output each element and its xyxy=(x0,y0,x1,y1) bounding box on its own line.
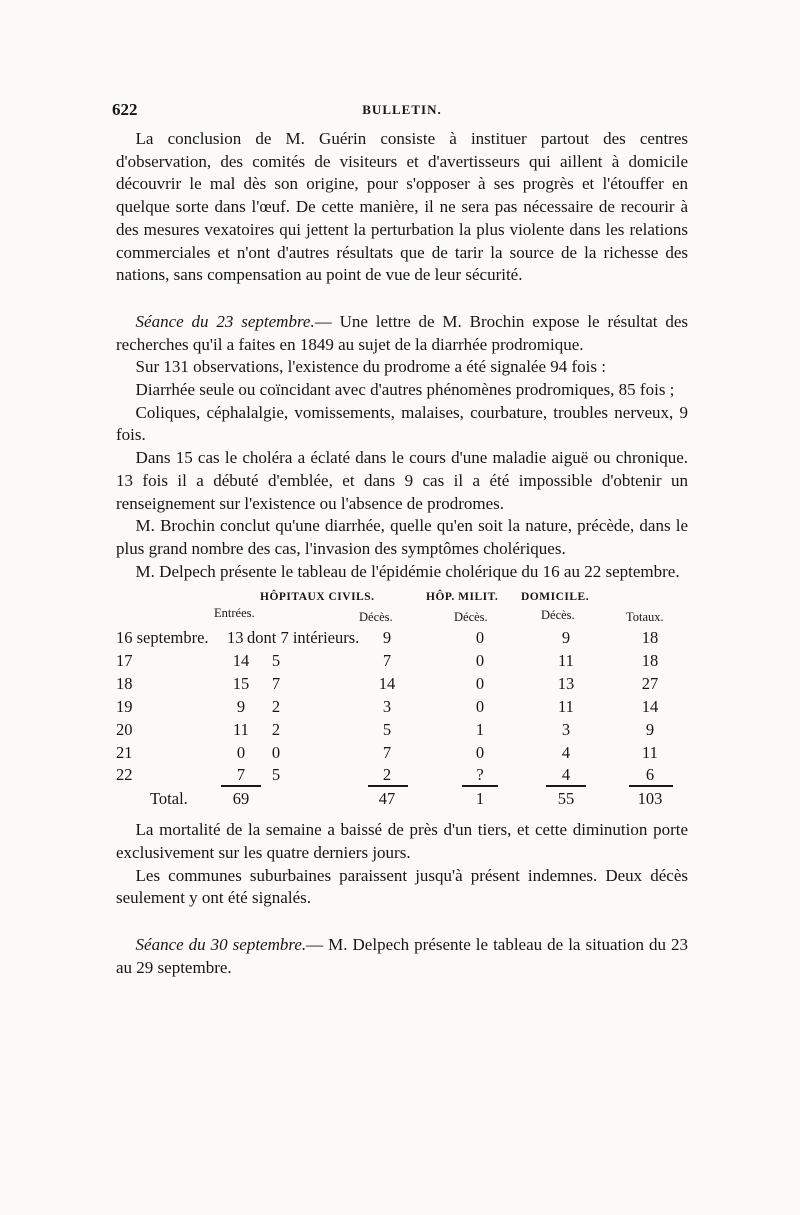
paragraph-communes: Les communes suburbaines paraissent jusqu'à présent indemnes. Deux décès seulement y ont été signalés. xyxy=(116,865,688,908)
row-deces-domicile: 11 xyxy=(558,697,574,717)
row-entrees: 11 xyxy=(233,720,249,740)
row-date: 18 xyxy=(116,674,133,694)
paragraph-seance-23 xyxy=(116,311,688,356)
row-entrees: 9 xyxy=(236,697,246,717)
row-note: 2 xyxy=(271,697,281,717)
seance-text: — Une lettre de M. Brochin expose le résultat des recherches qu'il a faites en 1849 au sujet de la diarrhée prodromique. xyxy=(116,311,688,354)
sum-rule xyxy=(221,785,261,787)
paragraph-delpech-table: M. Delpech présente le tableau de l'épidémie cholérique du 16 au 22 septembre. xyxy=(135,561,680,581)
row-date: 17 xyxy=(116,651,133,671)
total-total: 103 xyxy=(637,789,663,809)
sum-rule xyxy=(546,785,586,787)
sum-rule xyxy=(462,785,498,787)
paragraph-mortalite: La mortalité de la semaine a baissé de près d'un tiers, et cette diminution porte exclusivement sur les quatre derniers jours. xyxy=(116,820,688,863)
total-deces-civils: 47 xyxy=(378,789,396,809)
row-deces-civils: 3 xyxy=(382,697,392,717)
seance-heading: Séance du 23 septembre. xyxy=(135,311,315,331)
page-number: 622 xyxy=(112,100,138,119)
document-page xyxy=(112,100,689,980)
row-total: 9 xyxy=(645,720,655,740)
row-deces-milit: 1 xyxy=(475,720,485,740)
row-entrees: 15 xyxy=(232,674,250,694)
paragraph-conclusion: La conclusion de M. Guérin consiste à instituer partout des centres d'observation, des comités de visiteurs et d'avertisseurs qui aillent à domicile découvrir le mal dès son origine, pour s'opposer à ses progrès et l'étouffer en quelque sorte dans l'œuf. De cette manière, il ne sera pas nécessaire de recourir à des mesures vexatoires qui jettent la perturbation la plus violente dans les relations commerciales et n'ont d'autres résultats que de tarir la source de la richesse des nations, sans compensation au point de vue de leur sécurité. xyxy=(116,129,688,285)
table-col-totaux: Totaux. xyxy=(626,610,664,625)
row-total: 18 xyxy=(641,651,659,671)
total-entrees: 69 xyxy=(232,789,250,809)
table-row xyxy=(116,697,688,719)
row-note: 0 xyxy=(271,743,281,763)
paragraph-cholera-cases: Dans 15 cas le choléra a éclaté dans le cours d'une maladie aiguë ou chronique. 13 fois il a débuté d'emblée, et dans 9 cas il a été impossible d'obtenir un renseignement sur l'existence ou l'absence de prodromes. xyxy=(116,448,688,513)
table-row xyxy=(116,674,688,696)
table-group-civils: HÔPITAUX CIVILS. xyxy=(260,591,375,604)
paragraph-seance-30 xyxy=(116,934,688,979)
row-date: 22 xyxy=(116,765,133,785)
row-deces-milit: 0 xyxy=(475,651,485,671)
row-deces-milit: 0 xyxy=(475,743,485,763)
row-date: 21 xyxy=(116,743,133,763)
paragraph-observations: Sur 131 observations, l'existence du prodrome a été signalée 94 fois : xyxy=(135,357,606,377)
row-entrees: 13 xyxy=(227,628,244,648)
row-total: 27 xyxy=(641,674,659,694)
table-total-row xyxy=(116,789,688,811)
row-deces-domicile: 3 xyxy=(561,720,571,740)
total-deces-milit: 1 xyxy=(475,789,485,809)
row-deces-domicile: 4 xyxy=(561,765,571,785)
row-note: 2 xyxy=(271,720,281,740)
row-date: 20 xyxy=(116,720,133,740)
table-row xyxy=(116,628,688,650)
row-deces-civils: 7 xyxy=(382,743,392,763)
row-date: 16 septembre. xyxy=(116,628,209,648)
table-row xyxy=(116,720,688,742)
sum-rule xyxy=(629,785,673,787)
sum-rule xyxy=(368,785,408,787)
paragraph-coliques: Coliques, céphalalgie, vomissements, malaises, courbature, troubles nerveux, 9 fois. xyxy=(116,402,688,445)
row-note: 5 xyxy=(271,765,281,785)
seance-text: — M. Delpech présente le tableau de la situation du 23 au 29 septembre. xyxy=(116,935,689,977)
page-header xyxy=(112,100,688,128)
table-row xyxy=(116,651,688,673)
row-deces-milit: 0 xyxy=(475,628,485,648)
row-deces-civils: 14 xyxy=(378,674,396,694)
table-group-milit: HÔP. MILIT. xyxy=(426,591,499,604)
row-entrees: 0 xyxy=(236,743,246,763)
row-deces-domicile: 9 xyxy=(561,628,571,648)
table-col-deces-domicile: Décès. xyxy=(541,608,575,623)
total-deces-domicile: 55 xyxy=(557,789,575,809)
table-col-deces-milit: Décès. xyxy=(454,610,488,625)
total-label: Total. xyxy=(150,789,188,809)
row-total: 18 xyxy=(641,628,659,648)
row-total: 11 xyxy=(642,743,658,763)
row-total: 6 xyxy=(645,765,655,785)
epidemic-table xyxy=(116,589,688,811)
table-group-domicile: DOMICILE. xyxy=(521,591,590,604)
row-note: 7 xyxy=(271,674,281,694)
table-row xyxy=(116,743,688,765)
paragraph-brochin-conclusion: M. Brochin conclut qu'une diarrhée, quelle qu'en soit la nature, précède, dans le plus grand nombre des cas, l'invasion des symptômes cholériques. xyxy=(116,516,688,558)
row-note: dont 7 intérieurs. xyxy=(247,628,360,648)
paragraph-diarrhee: Diarrhée seule ou coïncidant avec d'autres phénomènes prodromiques, 85 fois ; xyxy=(135,380,675,400)
row-deces-milit: ? xyxy=(476,765,484,785)
row-deces-milit: 0 xyxy=(475,697,485,717)
row-deces-civils: 9 xyxy=(382,628,392,648)
running-head: BULLETIN. xyxy=(362,102,442,117)
row-deces-civils: 2 xyxy=(382,765,392,785)
row-deces-milit: 0 xyxy=(475,674,485,694)
row-deces-domicile: 4 xyxy=(561,743,571,763)
row-deces-civils: 5 xyxy=(382,720,392,740)
table-col-entrees: Entrées. xyxy=(214,606,255,621)
row-entrees: 14 xyxy=(232,651,250,671)
row-entrees: 7 xyxy=(236,765,246,785)
row-deces-domicile: 11 xyxy=(558,651,574,671)
seance-heading: Séance du 30 septembre. xyxy=(135,935,307,955)
table-col-deces-civils: Décès. xyxy=(359,610,393,625)
row-deces-domicile: 13 xyxy=(557,674,575,694)
row-total: 14 xyxy=(641,697,659,717)
table-row xyxy=(116,765,688,787)
row-deces-civils: 7 xyxy=(382,651,392,671)
row-date: 19 xyxy=(116,697,133,717)
row-note: 5 xyxy=(271,651,281,671)
